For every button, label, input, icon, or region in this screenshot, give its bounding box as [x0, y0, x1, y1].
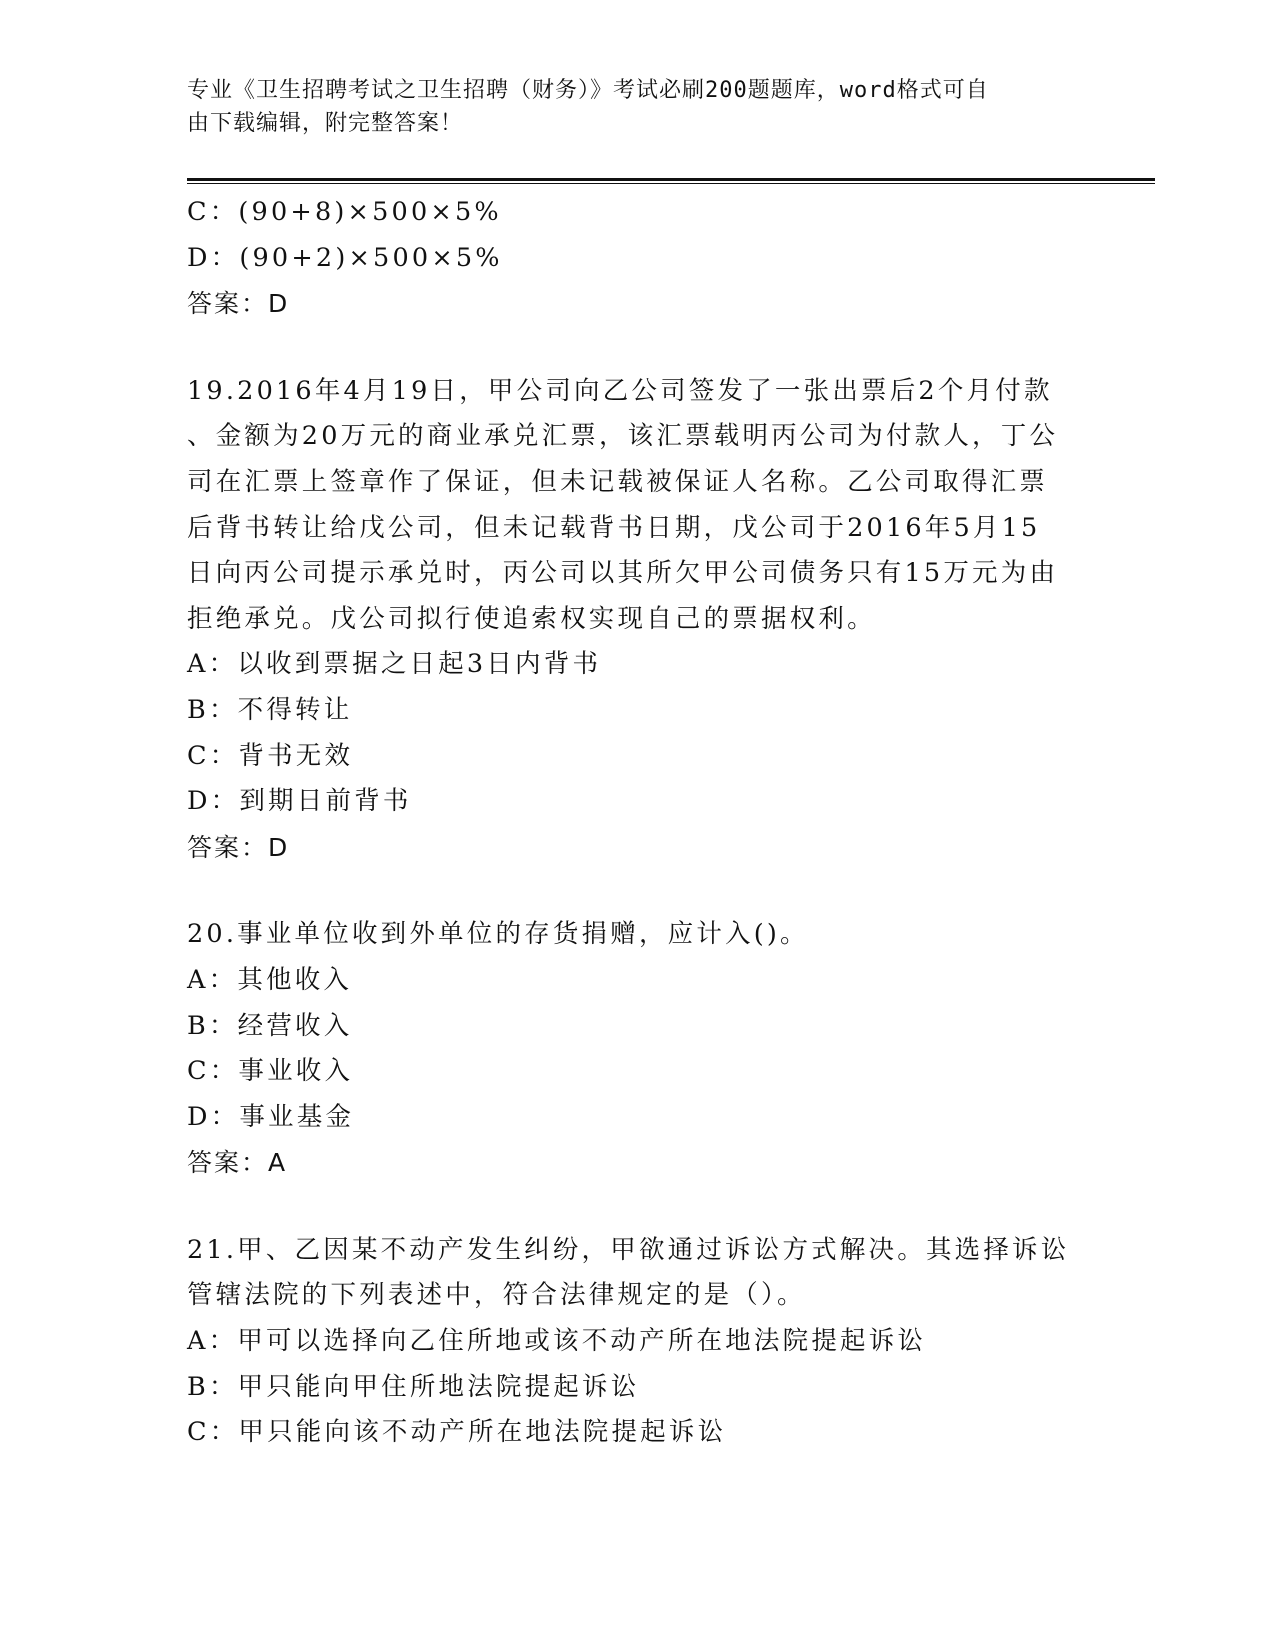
q20-option-a: A：其他收入 [187, 964, 353, 995]
q19-stem-line: 日向丙公司提示承兑时，丙公司以其所欠甲公司债务只有15万元为由 [187, 558, 1059, 589]
q21-stem-line: 21.甲、乙因某不动产发生纠纷，甲欲通过诉讼方式解决。其选择诉讼 [187, 1234, 1070, 1265]
document-body [187, 190, 1087, 1456]
q19-option-a: A：以收到票据之日起3日内背书 [187, 649, 602, 680]
header-line-2: 由下载编辑，附完整答案！ [187, 111, 464, 136]
spacer [187, 327, 1087, 369]
header-line-1: 专业《卫生招聘考试之卫生招聘（财务）》考试必刷200题题库，word格式可自 [187, 78, 989, 103]
question-19 [187, 369, 1087, 871]
document-header [187, 74, 1087, 140]
q18-option-d: D：(90+2)×500×5% [187, 242, 503, 273]
q19-stem-line: 司在汇票上签章作了保证，但未记载被保证人名称。乙公司取得汇票 [187, 466, 1049, 497]
q20-option-b: B：经营收入 [187, 1010, 353, 1041]
question-20 [187, 912, 1087, 1186]
question-18-tail [187, 190, 1087, 327]
spacer [187, 1186, 1087, 1228]
q19-option-d: D：到期日前背书 [187, 786, 412, 817]
q20-stem: 20.事业单位收到外单位的存货捐赠，应计入()。 [187, 919, 809, 950]
q19-option-b: B：不得转让 [187, 694, 353, 725]
header-divider-thin [187, 183, 1155, 184]
q21-option-b: B：甲只能向甲住所地法院提起诉讼 [187, 1371, 640, 1402]
q20-option-d: D：事业基金 [187, 1101, 355, 1132]
q20-option-c: C：事业收入 [187, 1056, 354, 1087]
q18-option-c: C：(90+8)×500×5% [187, 197, 502, 227]
q19-stem-line: 、金额为20万元的商业承兑汇票，该汇票载明丙公司为付款人，丁公 [187, 421, 1059, 452]
spacer [187, 870, 1087, 912]
q19-option-c: C：背书无效 [187, 740, 354, 771]
q21-stem-line: 管辖法院的下列表述中，符合法律规定的是（）。 [187, 1280, 806, 1311]
q19-stem-line: 后背书转让给戊公司，但未记载背书日期，戊公司于2016年5月15 [187, 512, 1041, 543]
q18-answer: 答案：D [187, 289, 290, 319]
q21-option-a: A：甲可以选择向乙住所地或该不动产所在地法院提起诉讼 [187, 1326, 927, 1357]
q19-stem-line: 拒绝承兑。戊公司拟行使追索权实现自己的票据权利。 [187, 603, 876, 634]
q20-answer: 答案：A [187, 1148, 288, 1178]
question-21 [187, 1228, 1087, 1456]
q21-option-c: C：甲只能向该不动产所在地法院提起诉讼 [187, 1417, 727, 1448]
header-divider-thick [187, 178, 1155, 181]
q19-answer: 答案：D [187, 832, 290, 862]
q19-stem-line: 19.2016年4月19日，甲公司向乙公司签发了一张出票后2个月付款 [187, 375, 1053, 406]
